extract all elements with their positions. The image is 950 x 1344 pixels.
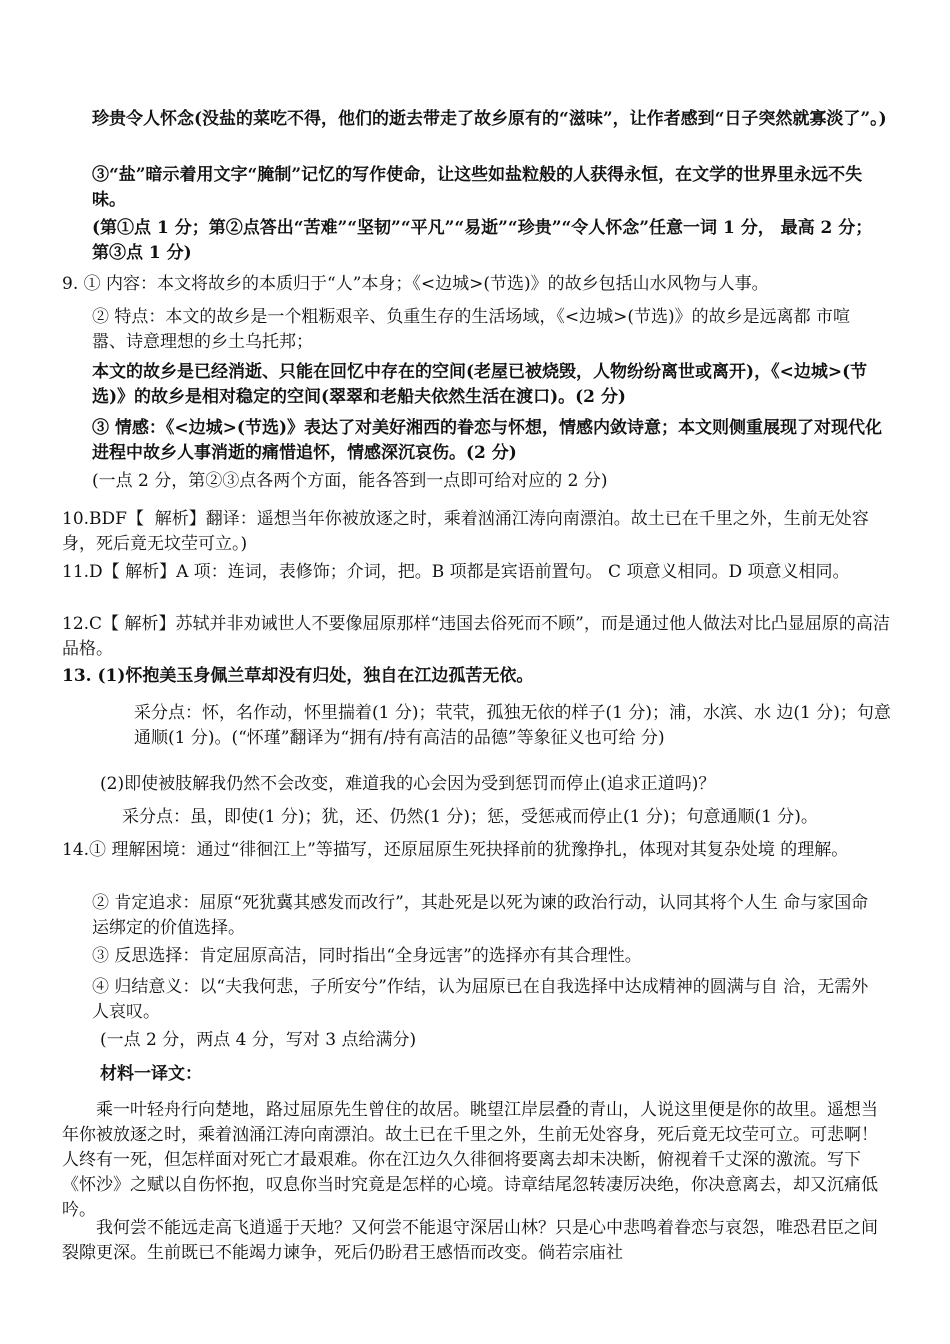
answer-9-point-3: ③ 情感：《<边城>(节选)》表达了对美好湘西的眷恋与怀想，情感内敛诗意；本文则侧重展现了对现代化进程中故乡人事消逝的痛惜追怀，情感深沉哀伤。(2 分) (92, 418, 882, 463)
translation-paragraph-1: 乘一叶轻舟行向楚地，路过屈原先生曾住的故居。眺望江岸层叠的青山，人说这里便是你的故里。遥想当年你被放逐之时，乘着汹涌江涛向南漂泊。故土已在千里之外，生前无处容身，死后竟无坟茔可立。可悲啊！人终有一死，但怎样面对死亡才最艰难。你在江边久久徘徊将要离去却未决断，俯视着千丈深的激流。写下《怀沙》之赋以自伤怀抱，叹息你当时究竟是怎样的心境。诗章结尾忽转凄厉决绝，你决意离去，却又沉痛低吟。 (62, 1100, 878, 1220)
translation-paragraph-2: 我何尝不能远走高飞逍遥于天地？又何尝不能退守深居山林？只是心中悲鸣着眷恋与哀怨，唯恐君臣之间裂隙更深。生前既已不能竭力谏争，死后仍盼君王感悟而改变。倘若宗庙社 (62, 1218, 878, 1263)
answer-13-part-1-scoring: 采分点：怀，名作动，怀里揣着(1 分)；茕茕，孤独无依的样子(1 分)；浦，水滨、水 边(1 分)；句意通顺(1 分)。(“怀瑾”翻译为“拥有/持有高洁的品德”等象征义也可给 分) (134, 703, 891, 748)
answer-14-point-4: ④ 归结意义：以“夫我何悲，子所安兮”作结，认为屈原已在自我选择中达成精神的圆满与自 洽，无需外人哀叹。 (92, 977, 869, 1022)
answer-14-scoring: (一点 2 分，两点 4 分，写对 3 点给满分) (100, 1030, 417, 1050)
translation-heading: 材料一译文： (100, 1064, 202, 1084)
answer-11: 11.D【 解析】A 项：连词，表修饰；介词，把。B 项都是宾语前置句。 C 项意义相同。D 项意义相同。 (62, 562, 850, 582)
answer-14-point-1: 14.① 理解困境：通过“徘徊江上”等描写，还原屈原生死抉择前的犹豫挣扎，体现对其复杂处境 的理解。 (62, 840, 849, 860)
answer-14-point-2: ② 肯定追求：屈原“死犹冀其感发而改行”，其赴死是以死为谏的政治行动，认同其将个人生 命与家国命运绑定的价值选择。 (92, 893, 869, 938)
answer-9-scoring: (一点 2 分，第②③点各两个方面，能各答到一点即可给对应的 2 分) (92, 471, 608, 491)
answer-9-point-2-bold: 本文的故乡是已经消逝、只能在回忆中存在的空间(老屋已被烧毁，人物纷纷离世或离开)，《<边城>(节选)》的故乡是相对稳定的空间(翠翠和老船夫依然生活在渡口)。(2 分) (92, 362, 868, 407)
answer-8-point-2-continued: 珍贵令人怀念(没盐的菜吃不得，他们的逝去带走了故乡原有的“滋味”，让作者感到“日子突然就寡淡了”。) (92, 109, 887, 129)
answer-10: 10.BDF【 解析】翻译：遥想当年你被放逐之时，乘着汹涌江涛向南漂泊。故土已在千里之外，生前无处容身，死后竟无坟茔可立。) (62, 509, 869, 554)
answer-13-part-2: (2)即使被肢解我仍然不会改变，难道我的心会因为受到惩罚而停止(追求正道吗)？ (100, 774, 716, 794)
answer-13-part-2-scoring: 采分点：虽，即使(1 分)；犹，还、仍然(1 分)；惩，受惩戒而停止(1 分)；句意通顺(1 分)。 (122, 807, 818, 827)
answer-9-point-1: 9. ① 内容：本文将故乡的本质归于“人”本身；《<边城>(节选)》的故乡包括山水风物与人事。 (62, 274, 769, 294)
answer-14-point-3: ③ 反思选择：肯定屈原高洁，同时指出“全身远害”的选择亦有其合理性。 (92, 946, 642, 966)
answer-9-point-2: ② 特点：本文的故乡是一个粗粝艰辛、负重生存的生活场域，《<边城>(节选)》的故乡是远离都 市喧嚣、诗意理想的乡土乌托邦； (92, 307, 851, 352)
answer-13-part-1: 13. (1)怀抱美玉身佩兰草却没有归处，独自在江边孤苦无依。 (62, 666, 534, 686)
answer-12: 12.C【 解析】苏轼并非劝诫世人不要像屈原那样“违国去俗死而不顾”，而是通过他人做法对比凸显屈原的高洁品格。 (62, 614, 890, 659)
answer-8-scoring: (第①点 1 分；第②点答出“苦难”“坚韧”“平凡”“易逝”“珍贵”“令人怀念”任意一词 1 分， 最高 2 分；第③点 1 分) (92, 218, 873, 263)
answer-8-point-3: ③“盐”暗示着用文字“腌制”记忆的写作使命，让这些如盐粒般的人获得永恒，在文学的世界里永远不失味。 (92, 165, 863, 210)
